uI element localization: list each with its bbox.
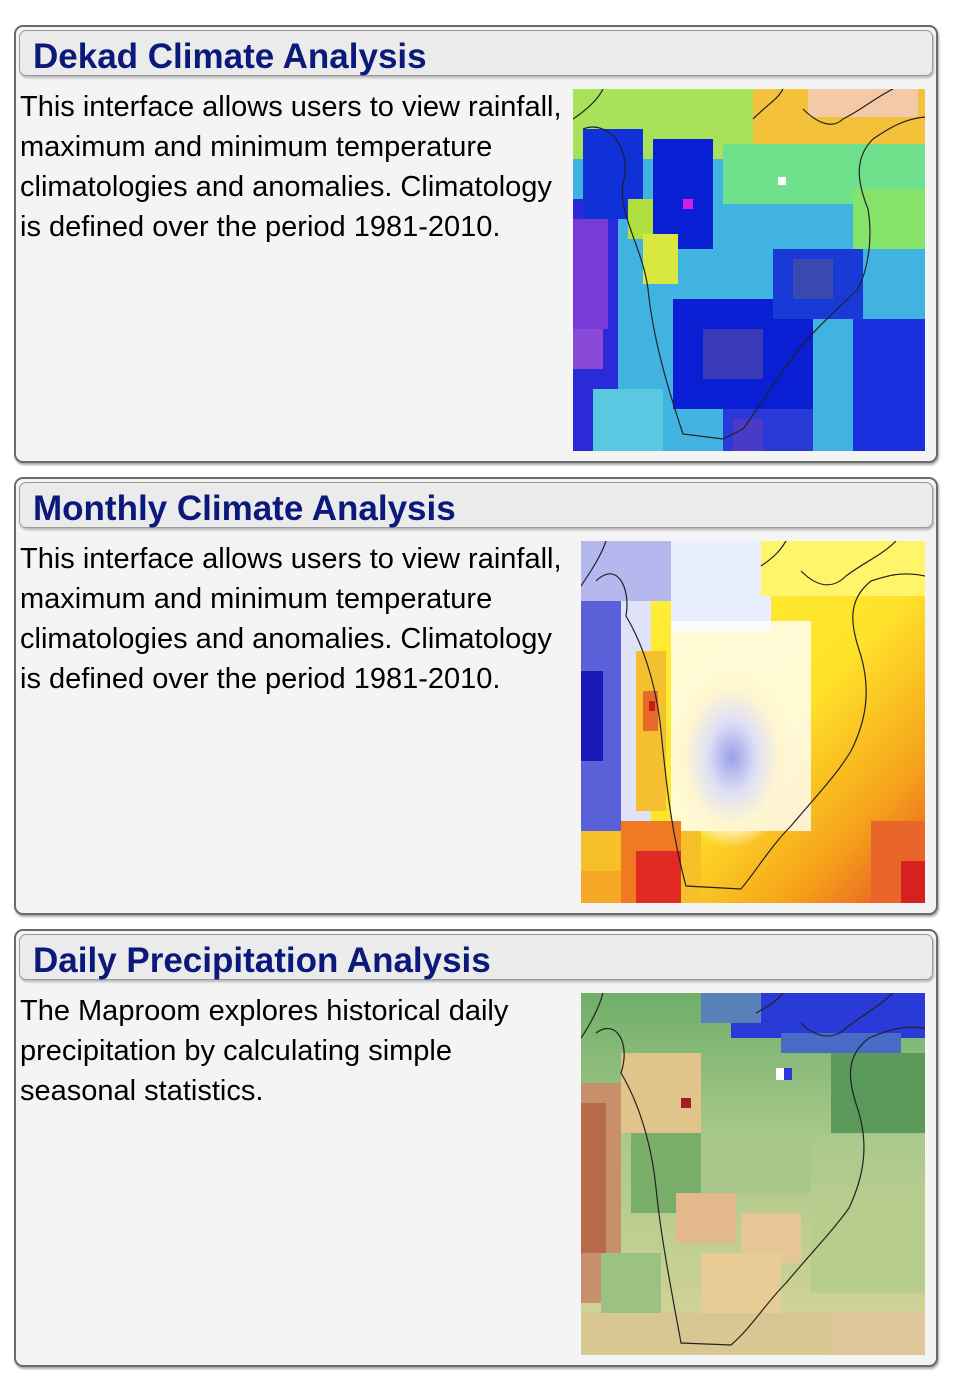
card-dekad-climate-analysis[interactable] [14,25,938,463]
monthly-temperature-map-thumbnail[interactable] [581,541,925,903]
card-monthly-climate-analysis[interactable] [14,477,938,915]
card-description: This interface allows users to view rainfall, maximum and minimum temperature climatologies and anomalies. Climatology is defined over the period 1981-2010. [20,91,562,243]
dekad-rainfall-map-thumbnail[interactable] [573,89,925,451]
card-title-link[interactable]: Daily Precipitation Analysis [33,941,491,980]
card-header [19,934,933,980]
card-title-link[interactable]: Dekad Climate Analysis [33,37,427,76]
daily-precipitation-map-thumbnail[interactable] [581,993,925,1355]
card-daily-precipitation-analysis[interactable] [14,929,938,1367]
card-description: The Maproom explores historical daily precipitation by calculating simple seasonal statistics. [20,995,509,1107]
card-description: This interface allows users to view rainfall, maximum and minimum temperature climatologies and anomalies. Climatology is defined over the period 1981-2010. [20,543,562,695]
card-header [19,482,933,528]
card-header [19,30,933,76]
card-title-link[interactable]: Monthly Climate Analysis [33,489,456,528]
